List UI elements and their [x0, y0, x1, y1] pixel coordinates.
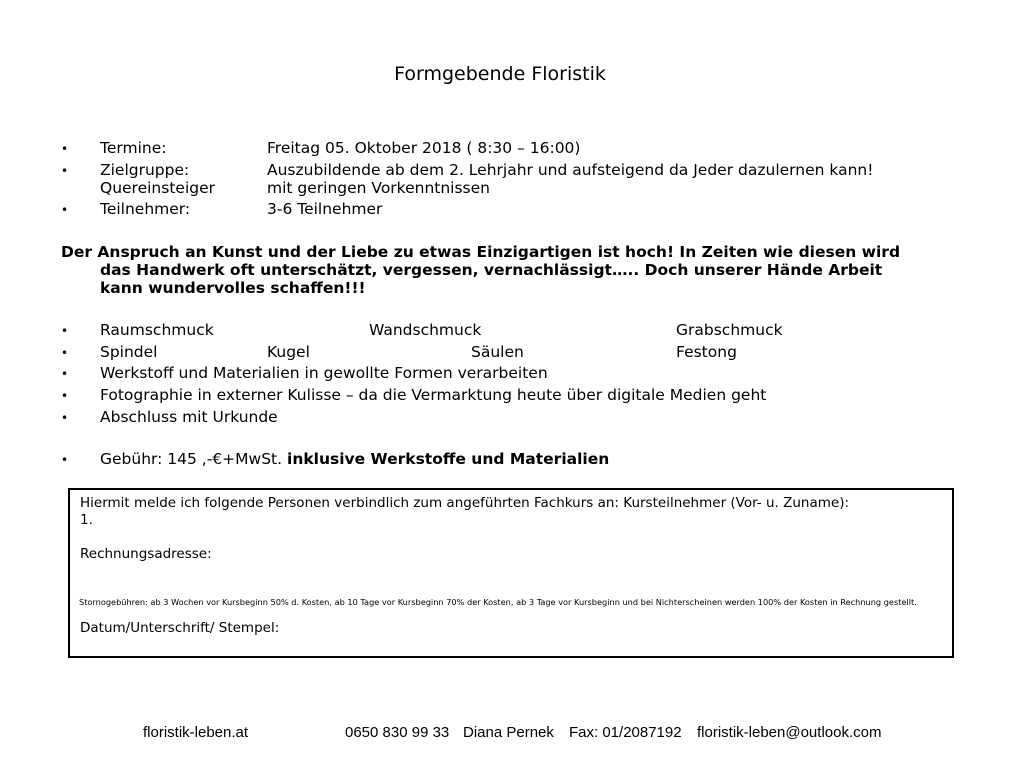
bullet: •: [61, 164, 69, 178]
item-festong: Festong: [676, 343, 737, 361]
bullet: •: [61, 389, 69, 403]
gebuehr: [100, 450, 609, 469]
footer-name: Diana Pernek: [463, 724, 554, 741]
quereinsteiger-label: Quereinsteiger: [100, 179, 216, 197]
bullet: •: [61, 142, 69, 156]
item-fotographie: Fotographie in externer Kulisse – da die Vermarktung heute über digitale Medien geht: [100, 386, 767, 404]
item-grabschmuck: Grabschmuck: [676, 321, 783, 339]
bullet: •: [61, 411, 69, 425]
page-title: Formgebende Floristik: [394, 63, 606, 85]
bullet: •: [61, 203, 69, 217]
gebuehr-inklusive: inklusive Werkstoffe und Materialien: [287, 450, 610, 468]
statement-line: das Handwerk oft unterschätzt, vergessen, vernachlässigt….. Doch unserer Hände Arbeit: [100, 261, 883, 279]
zielgruppe-label: Zielgruppe:: [100, 161, 190, 179]
footer-website: floristik-leben.at: [143, 724, 249, 741]
form-rechnungsadresse[interactable]: Rechnungsadresse:: [80, 546, 212, 562]
item-kugel: Kugel: [267, 343, 310, 361]
bullet: •: [61, 367, 69, 381]
statement-line: Der Anspruch an Kunst und der Liebe zu etwas Einzigartigen ist hoch! In Zeiten wie diesen wird: [61, 243, 901, 261]
gebuehr-price: Gebühr: 145 ,-€+MwSt.: [100, 450, 283, 468]
footer-phone: 0650 830 99 33: [345, 724, 450, 741]
form-signature[interactable]: Datum/Unterschrift/ Stempel:: [80, 620, 280, 636]
registration-form-box: [68, 488, 954, 658]
item-wandschmuck: Wandschmuck: [369, 321, 482, 339]
form-participant-1[interactable]: 1.: [80, 512, 93, 528]
teilnehmer-value: 3-6 Teilnehmer: [267, 200, 383, 218]
termine-value: Freitag 05. Oktober 2018 ( 8:30 – 16:00): [267, 139, 581, 157]
item-raumschmuck: Raumschmuck: [100, 321, 214, 339]
form-intro: Hiermit melde ich folgende Personen verbindlich zum angeführten Fachkurs an: Kursteilnehmer (Vor- u. Zuname):: [80, 495, 850, 511]
teilnehmer-label: Teilnehmer:: [100, 200, 191, 218]
quereinsteiger-value: mit geringen Vorkenntnissen: [267, 179, 490, 197]
termine-label: Termine:: [100, 139, 167, 157]
statement-line: kann wundervolles schaffen!!!: [100, 279, 366, 297]
item-werkstoff: Werkstoff und Materialien in gewollte Formen verarbeiten: [100, 364, 548, 382]
form-storno-note: Stornogebühren: ab 3 Wochen vor Kursbeginn 50% d. Kosten, ab 10 Tage vor Kursbeginn 70% der Kosten, ab 3 Tage vor Kursbeginn und bei Nichterscheinen werden 100% der Kosten in Rechnung gestellt.: [79, 597, 917, 607]
bullet: •: [61, 346, 69, 360]
item-saeulen: Säulen: [471, 343, 524, 361]
bullet: •: [61, 453, 69, 467]
bullet: •: [61, 324, 69, 338]
item-abschluss: Abschluss mit Urkunde: [100, 408, 278, 426]
footer-email: floristik-leben@outlook.com: [697, 724, 882, 741]
item-spindel: Spindel: [100, 343, 158, 361]
footer-fax: Fax: 01/2087192: [569, 724, 682, 741]
zielgruppe-value: Auszubildende ab dem 2. Lehrjahr und aufsteigend da Jeder dazulernen kann!: [267, 161, 874, 179]
